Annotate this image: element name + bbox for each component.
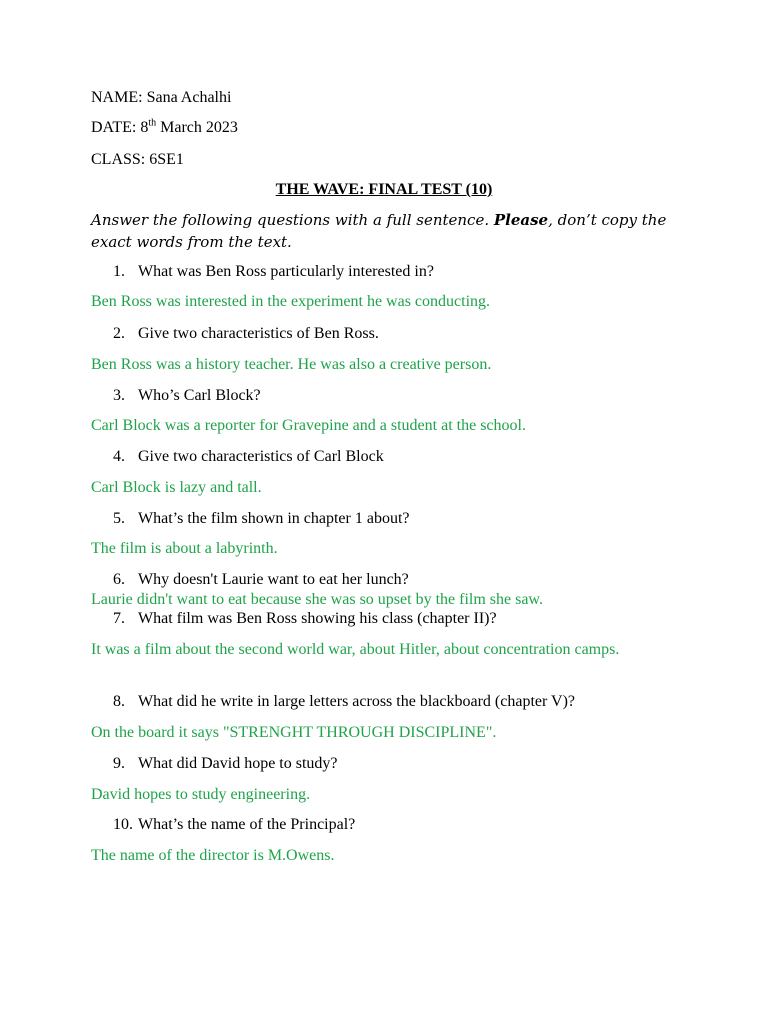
question-number: 9. — [113, 755, 125, 772]
question-text: What’s the name of the Principal? — [138, 816, 356, 833]
instructions — [91, 209, 691, 253]
question-number: 2. — [113, 325, 125, 342]
question-text: Give two characteristics of Ben Ross. — [138, 325, 379, 342]
answer-10: The name of the director is M.Owens. — [91, 847, 335, 864]
question-9 — [113, 754, 338, 774]
answer-1: Ben Ross was interested in the experiment he was conducting. — [91, 293, 491, 310]
answer-2: Ben Ross was a history teacher. He was also a creative person. — [91, 356, 492, 373]
question-text: Why doesn't Laurie want to eat her lunch? — [138, 571, 409, 588]
question-4 — [113, 447, 384, 467]
answer-8: On the board it says "STRENGHT THROUGH DISCIPLINE". — [91, 724, 497, 741]
question-number: 6. — [113, 571, 125, 588]
name-label: NAME: — [91, 89, 143, 106]
question-number: 10. — [113, 816, 133, 833]
question-text: What did David hope to study? — [138, 755, 338, 772]
question-text: What was Ben Ross particularly interested in? — [138, 263, 434, 280]
date-rest: March 2023 — [160, 119, 238, 136]
class-value: 6SE1 — [149, 151, 184, 168]
answer-3: Carl Block was a reporter for Gravepine and a student at the school. — [91, 417, 526, 434]
answer-5: The film is about a labyrinth. — [91, 540, 278, 557]
answer-7: It was a film about the second world war, about Hitler, about concentration camps. — [91, 641, 620, 658]
answer-9: David hopes to study engineering. — [91, 786, 311, 803]
answer-6: Laurie didn't want to eat because she was so upset by the film she saw. — [91, 591, 543, 608]
instructions-bold: Please — [493, 211, 549, 229]
question-7 — [113, 609, 497, 629]
question-2 — [113, 324, 379, 344]
question-number: 8. — [113, 693, 125, 710]
date-line — [91, 118, 238, 138]
question-number: 3. — [113, 387, 125, 404]
question-number: 4. — [113, 448, 125, 465]
question-10 — [113, 815, 355, 835]
page-title: THE WAVE: FINAL TEST (10) — [275, 181, 493, 198]
instructions-part2: , don’t copy the exact words from the text. — [91, 211, 667, 251]
question-text: What did he write in large letters across the blackboard (chapter V)? — [138, 693, 576, 710]
question-number: 7. — [113, 610, 125, 627]
instructions-part1: Answer the following questions with a full sentence. — [91, 211, 494, 229]
question-5 — [113, 509, 409, 529]
question-number: 1. — [113, 263, 125, 280]
question-text: What film was Ben Ross showing his class (chapter II)? — [138, 610, 497, 627]
question-text: Give two characteristics of Carl Block — [138, 448, 384, 465]
question-number: 5. — [113, 510, 125, 527]
question-text: What’s the film shown in chapter 1 about? — [138, 510, 410, 527]
date-label: DATE: — [91, 119, 137, 136]
question-text: Who’s Carl Block? — [138, 387, 261, 404]
question-6 — [113, 570, 409, 590]
date-suffix: th — [148, 117, 157, 129]
class-line — [91, 150, 184, 170]
question-3 — [113, 386, 261, 406]
name-line — [91, 88, 231, 108]
date-day: 8 — [140, 119, 149, 136]
class-label: CLASS: — [91, 151, 146, 168]
question-8 — [113, 692, 575, 712]
name-value: Sana Achalhi — [146, 89, 232, 106]
question-1 — [113, 262, 434, 282]
answer-4: Carl Block is lazy and tall. — [91, 479, 262, 496]
